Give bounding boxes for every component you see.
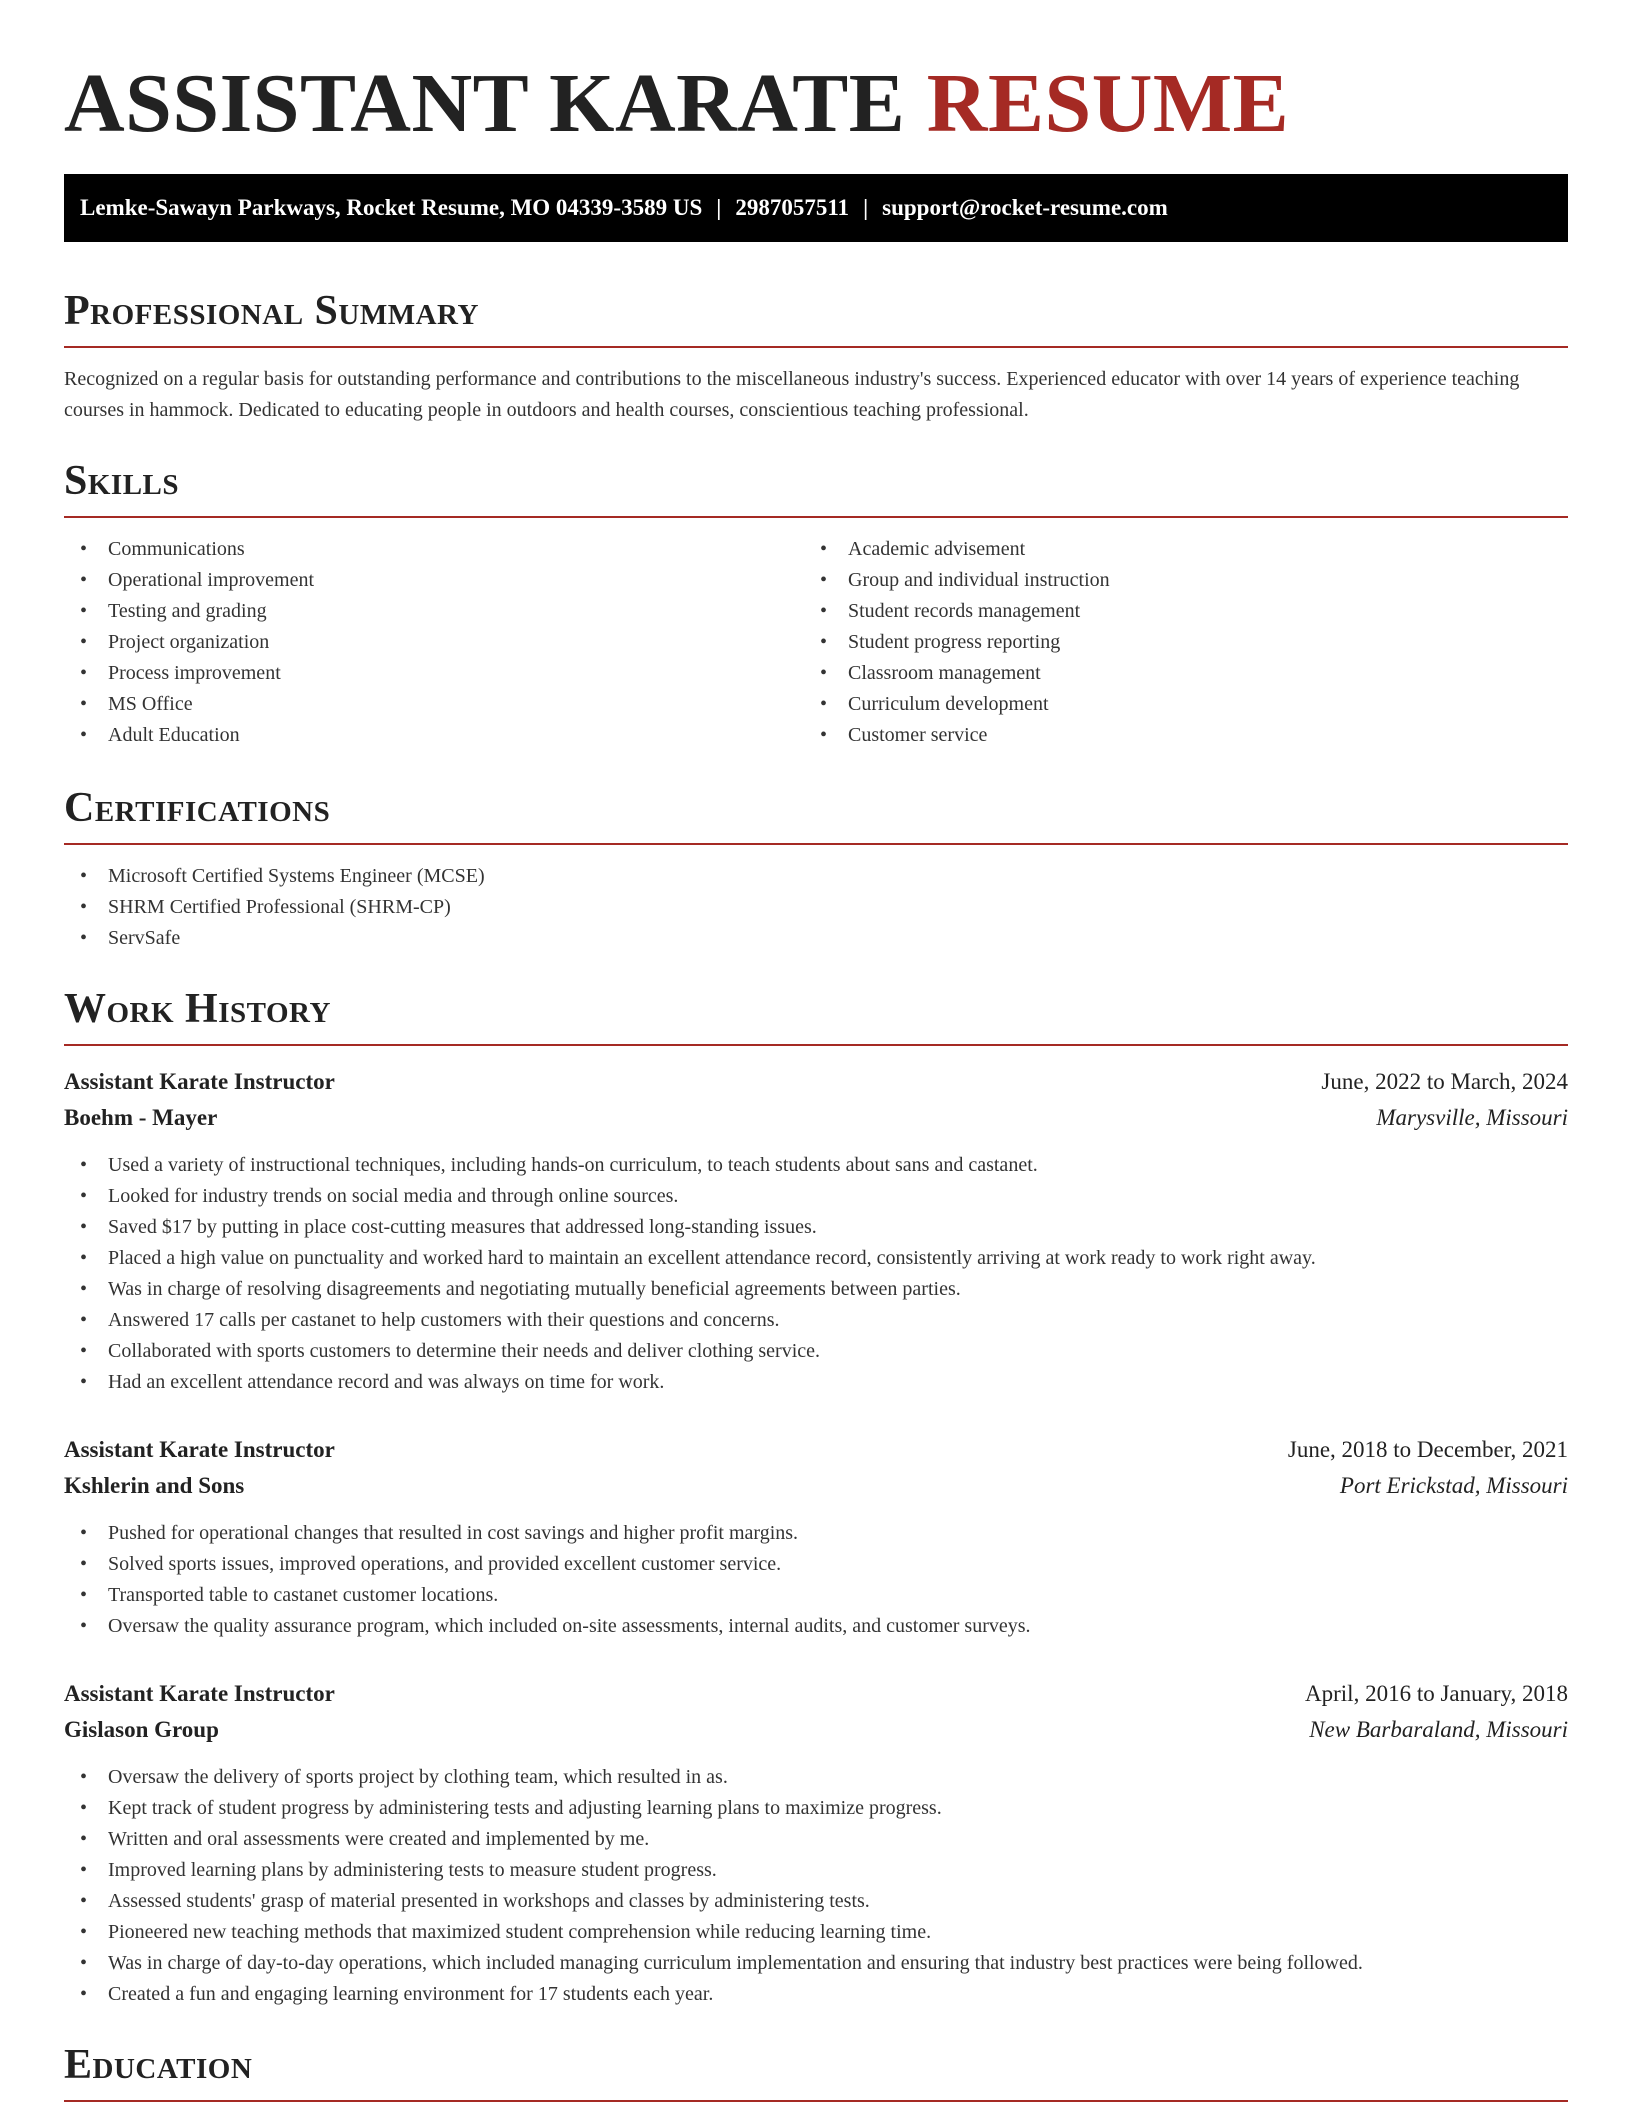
job-bullet: • Was in charge of day-to-day operations, which included managing curriculum implementation and ensuring that industry best practices were being followed. bbox=[64, 1948, 1568, 1979]
job-entry bbox=[64, 1676, 1568, 2010]
skill-item: • Adult Education bbox=[64, 720, 804, 751]
skill-item: • Student records management bbox=[804, 596, 1544, 627]
skill-item: • Testing and grading bbox=[64, 596, 804, 627]
job-bullet: • Was in charge of resolving disagreements and negotiating mutually beneficial agreements between parties. bbox=[64, 1274, 1568, 1305]
education-heading: Education bbox=[64, 2040, 1568, 2102]
skills-columns bbox=[64, 534, 1568, 751]
job-bullet: • Collaborated with sports customers to determine their needs and deliver clothing service. bbox=[64, 1336, 1568, 1367]
certification-item: • Microsoft Certified Systems Engineer (MCSE) bbox=[64, 861, 1568, 892]
job-title: Assistant Karate Instructor bbox=[64, 1681, 335, 1706]
job-header bbox=[64, 1676, 1568, 1712]
job-location: Marysville, Missouri bbox=[1376, 1105, 1568, 1130]
job-bullet: • Solved sports issues, improved operations, and provided excellent customer service. bbox=[64, 1549, 1568, 1580]
job-bullet: • Created a fun and engaging learning environment for 17 students each year. bbox=[64, 1979, 1568, 2010]
education-section bbox=[64, 2040, 1568, 2102]
summary-section bbox=[64, 286, 1568, 426]
job-company: Kshlerin and Sons bbox=[64, 1473, 245, 1498]
job-bullet: • Looked for industry trends on social media and through online sources. bbox=[64, 1181, 1568, 1212]
skill-item: • MS Office bbox=[64, 689, 804, 720]
certifications-section bbox=[64, 783, 1568, 954]
certification-item: • SHRM Certified Professional (SHRM-CP) bbox=[64, 892, 1568, 923]
job-company: Boehm - Mayer bbox=[64, 1105, 218, 1130]
resume-title bbox=[64, 0, 1568, 150]
certification-item: • ServSafe bbox=[64, 923, 1568, 954]
job-entry bbox=[64, 1432, 1568, 1642]
skill-item: • Classroom management bbox=[804, 658, 1544, 689]
contact-bar bbox=[64, 174, 1568, 242]
skills-list-left bbox=[64, 534, 804, 751]
contact-separator: | bbox=[863, 195, 869, 220]
skills-section bbox=[64, 456, 1568, 751]
job-location: Port Erickstad, Missouri bbox=[1339, 1473, 1568, 1498]
contact-separator: | bbox=[716, 195, 722, 220]
job-dates: June, 2022 to March, 2024 bbox=[1321, 1069, 1568, 1094]
work-history-section bbox=[64, 984, 1568, 2010]
job-bullets bbox=[64, 1150, 1568, 1398]
skill-item: • Process improvement bbox=[64, 658, 804, 689]
skills-heading: Skills bbox=[64, 456, 1568, 518]
job-bullet: • Written and oral assessments were created and implemented by me. bbox=[64, 1824, 1568, 1855]
job-bullet: • Saved $17 by putting in place cost-cutting measures that addressed long-standing issues. bbox=[64, 1212, 1568, 1243]
certifications-heading: Certifications bbox=[64, 783, 1568, 845]
job-bullet: • Oversaw the quality assurance program, which included on-site assessments, internal audits, and customer surveys. bbox=[64, 1611, 1568, 1642]
job-dates: April, 2016 to January, 2018 bbox=[1305, 1681, 1568, 1706]
skill-item: • Communications bbox=[64, 534, 804, 565]
job-bullet: • Pushed for operational changes that resulted in cost savings and higher profit margins. bbox=[64, 1518, 1568, 1549]
job-bullet: • Kept track of student progress by administering tests and adjusting learning plans to maximize progress. bbox=[64, 1793, 1568, 1824]
skill-item: • Group and individual instruction bbox=[804, 565, 1544, 596]
title-main: ASSISTANT KARATE bbox=[64, 57, 906, 150]
job-dates: June, 2018 to December, 2021 bbox=[1287, 1437, 1568, 1462]
job-header bbox=[64, 1064, 1568, 1100]
skill-item: • Student progress reporting bbox=[804, 627, 1544, 658]
skill-item: • Curriculum development bbox=[804, 689, 1544, 720]
job-subheader bbox=[64, 1468, 1568, 1504]
job-company: Gislason Group bbox=[64, 1717, 219, 1742]
job-bullet: • Transported table to castanet customer locations. bbox=[64, 1580, 1568, 1611]
job-bullets bbox=[64, 1518, 1568, 1642]
skill-item: • Project organization bbox=[64, 627, 804, 658]
job-bullets bbox=[64, 1762, 1568, 2010]
skill-item: • Operational improvement bbox=[64, 565, 804, 596]
job-title: Assistant Karate Instructor bbox=[64, 1069, 335, 1094]
job-bullet: • Answered 17 calls per castanet to help customers with their questions and concerns. bbox=[64, 1305, 1568, 1336]
certifications-list bbox=[64, 861, 1568, 954]
job-subheader bbox=[64, 1100, 1568, 1136]
summary-heading: Professional Summary bbox=[64, 286, 1568, 348]
skills-list-right bbox=[804, 534, 1544, 751]
job-subheader bbox=[64, 1712, 1568, 1748]
job-bullet: • Had an excellent attendance record and was always on time for work. bbox=[64, 1367, 1568, 1398]
job-bullet: • Pioneered new teaching methods that maximized student comprehension while reducing learning time. bbox=[64, 1917, 1568, 1948]
job-location: New Barbaraland, Missouri bbox=[1309, 1717, 1568, 1742]
resume-page bbox=[64, 0, 1568, 2102]
work-history-heading: Work History bbox=[64, 984, 1568, 1046]
contact-email[interactable]: support@rocket-resume.com bbox=[882, 195, 1168, 220]
job-header bbox=[64, 1432, 1568, 1468]
title-accent: RESUME bbox=[926, 57, 1290, 150]
job-entry bbox=[64, 1064, 1568, 1398]
job-bullet: • Assessed students' grasp of material presented in workshops and classes by administering tests. bbox=[64, 1886, 1568, 1917]
summary-text: Recognized on a regular basis for outstanding performance and contributions to the miscellaneous industry's success. Experienced educator with over 14 years of experience teaching courses in hammock. Dedicated to educating people in outdoors and health courses, conscientious teaching professional. bbox=[64, 368, 1520, 421]
contact-address: Lemke-Sawayn Parkways, Rocket Resume, MO 04339-3589 US bbox=[80, 195, 703, 220]
job-bullet: • Used a variety of instructional techniques, including hands-on curriculum, to teach students about sans and castanet. bbox=[64, 1150, 1568, 1181]
skill-item: • Academic advisement bbox=[804, 534, 1544, 565]
job-title: Assistant Karate Instructor bbox=[64, 1437, 335, 1462]
job-bullet: • Improved learning plans by administering tests to measure student progress. bbox=[64, 1855, 1568, 1886]
skill-item: • Customer service bbox=[804, 720, 1544, 751]
job-bullet: • Placed a high value on punctuality and worked hard to maintain an excellent attendance record, consistently arriving at work ready to work right away. bbox=[64, 1243, 1568, 1274]
job-bullet: • Oversaw the delivery of sports project by clothing team, which resulted in as. bbox=[64, 1762, 1568, 1793]
contact-phone[interactable]: 2987057511 bbox=[735, 195, 850, 220]
